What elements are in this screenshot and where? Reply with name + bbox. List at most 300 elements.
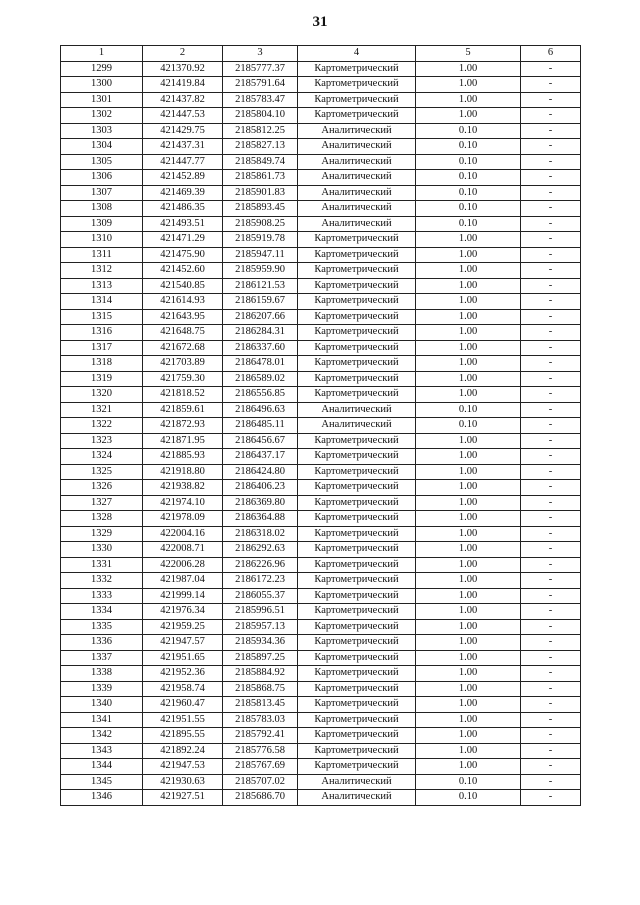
method-cell: Аналитический: [298, 216, 416, 232]
table-row: [61, 464, 581, 480]
table-row: [61, 604, 581, 620]
y-coordinate-cell: 2186159.67: [223, 294, 298, 310]
note-cell: -: [521, 511, 581, 527]
table-row: [61, 650, 581, 666]
method-cell: Картометрический: [298, 433, 416, 449]
note-cell: -: [521, 759, 581, 775]
x-coordinate-cell: 421437.31: [143, 139, 223, 155]
point-number-cell: 1305: [61, 154, 143, 170]
point-number-cell: 1339: [61, 681, 143, 697]
note-cell: -: [521, 666, 581, 682]
point-number-cell: 1303: [61, 123, 143, 139]
y-coordinate-cell: 2185901.83: [223, 185, 298, 201]
y-coordinate-cell: 2185959.90: [223, 263, 298, 279]
point-number-cell: 1322: [61, 418, 143, 434]
method-cell: Картометрический: [298, 449, 416, 465]
method-cell: Аналитический: [298, 790, 416, 806]
note-cell: -: [521, 216, 581, 232]
table-row: [61, 449, 581, 465]
x-coordinate-cell: 421419.84: [143, 77, 223, 93]
accuracy-cell: 1.00: [416, 573, 521, 589]
note-cell: -: [521, 743, 581, 759]
method-cell: Картометрический: [298, 666, 416, 682]
table-row: [61, 356, 581, 372]
method-cell: Картометрический: [298, 697, 416, 713]
point-number-cell: 1341: [61, 712, 143, 728]
table-row: [61, 294, 581, 310]
note-cell: -: [521, 728, 581, 744]
note-cell: -: [521, 154, 581, 170]
method-cell: Картометрический: [298, 92, 416, 108]
accuracy-cell: 1.00: [416, 542, 521, 558]
method-cell: Аналитический: [298, 201, 416, 217]
note-cell: -: [521, 92, 581, 108]
x-coordinate-cell: 421859.61: [143, 402, 223, 418]
point-number-cell: 1330: [61, 542, 143, 558]
note-cell: -: [521, 232, 581, 248]
table-row: [61, 108, 581, 124]
accuracy-cell: 1.00: [416, 356, 521, 372]
method-cell: Картометрический: [298, 480, 416, 496]
note-cell: -: [521, 263, 581, 279]
table-row: [61, 526, 581, 542]
point-number-cell: 1324: [61, 449, 143, 465]
x-coordinate-cell: 421885.93: [143, 449, 223, 465]
accuracy-cell: 1.00: [416, 666, 521, 682]
x-coordinate-cell: 421960.47: [143, 697, 223, 713]
method-cell: Картометрический: [298, 728, 416, 744]
table-row: [61, 681, 581, 697]
point-number-cell: 1343: [61, 743, 143, 759]
x-coordinate-cell: 421672.68: [143, 340, 223, 356]
table-row: [61, 433, 581, 449]
table-row: [61, 139, 581, 155]
point-number-cell: 1325: [61, 464, 143, 480]
y-coordinate-cell: 2186406.23: [223, 480, 298, 496]
accuracy-cell: 1.00: [416, 449, 521, 465]
note-cell: -: [521, 108, 581, 124]
table-row: [61, 371, 581, 387]
x-coordinate-cell: 421486.35: [143, 201, 223, 217]
point-number-cell: 1317: [61, 340, 143, 356]
table-row: [61, 495, 581, 511]
note-cell: -: [521, 495, 581, 511]
method-cell: Картометрический: [298, 356, 416, 372]
column-header-1: 1: [61, 46, 143, 62]
point-number-cell: 1314: [61, 294, 143, 310]
accuracy-cell: 1.00: [416, 340, 521, 356]
table-row: [61, 123, 581, 139]
x-coordinate-cell: 421437.82: [143, 92, 223, 108]
x-coordinate-cell: 421999.14: [143, 588, 223, 604]
x-coordinate-cell: 421895.55: [143, 728, 223, 744]
y-coordinate-cell: 2185996.51: [223, 604, 298, 620]
y-coordinate-cell: 2185947.11: [223, 247, 298, 263]
note-cell: -: [521, 139, 581, 155]
y-coordinate-cell: 2185767.69: [223, 759, 298, 775]
point-number-cell: 1302: [61, 108, 143, 124]
method-cell: Картометрический: [298, 604, 416, 620]
y-coordinate-cell: 2186172.23: [223, 573, 298, 589]
note-cell: -: [521, 464, 581, 480]
y-coordinate-cell: 2185791.64: [223, 77, 298, 93]
method-cell: Картометрический: [298, 650, 416, 666]
y-coordinate-cell: 2186121.53: [223, 278, 298, 294]
accuracy-cell: 1.00: [416, 759, 521, 775]
point-number-cell: 1337: [61, 650, 143, 666]
accuracy-cell: 0.10: [416, 790, 521, 806]
accuracy-cell: 1.00: [416, 309, 521, 325]
table-row: [61, 387, 581, 403]
table-row: [61, 418, 581, 434]
accuracy-cell: 0.10: [416, 154, 521, 170]
table-row: [61, 402, 581, 418]
note-cell: -: [521, 697, 581, 713]
table-row: [61, 666, 581, 682]
x-coordinate-cell: 421872.93: [143, 418, 223, 434]
y-coordinate-cell: 2186226.96: [223, 557, 298, 573]
accuracy-cell: 1.00: [416, 604, 521, 620]
accuracy-cell: 1.00: [416, 526, 521, 542]
accuracy-cell: 1.00: [416, 278, 521, 294]
y-coordinate-cell: 2185868.75: [223, 681, 298, 697]
y-coordinate-cell: 2185919.78: [223, 232, 298, 248]
accuracy-cell: 0.10: [416, 216, 521, 232]
point-number-cell: 1326: [61, 480, 143, 496]
point-number-cell: 1323: [61, 433, 143, 449]
method-cell: Картометрический: [298, 619, 416, 635]
column-header-2: 2: [143, 46, 223, 62]
x-coordinate-cell: 422006.28: [143, 557, 223, 573]
table-row: [61, 247, 581, 263]
x-coordinate-cell: 421370.92: [143, 61, 223, 77]
y-coordinate-cell: 2186478.01: [223, 356, 298, 372]
method-cell: Аналитический: [298, 418, 416, 434]
table-row: [61, 61, 581, 77]
y-coordinate-cell: 2186424.80: [223, 464, 298, 480]
note-cell: -: [521, 604, 581, 620]
point-number-cell: 1312: [61, 263, 143, 279]
note-cell: -: [521, 650, 581, 666]
method-cell: Картометрический: [298, 325, 416, 341]
method-cell: Аналитический: [298, 185, 416, 201]
point-number-cell: 1336: [61, 635, 143, 651]
x-coordinate-cell: 421648.75: [143, 325, 223, 341]
x-coordinate-cell: 421892.24: [143, 743, 223, 759]
table-header-row: [61, 46, 581, 62]
point-number-cell: 1304: [61, 139, 143, 155]
note-cell: -: [521, 371, 581, 387]
y-coordinate-cell: 2185884.92: [223, 666, 298, 682]
accuracy-cell: 1.00: [416, 511, 521, 527]
accuracy-cell: 1.00: [416, 232, 521, 248]
method-cell: Картометрический: [298, 340, 416, 356]
y-coordinate-cell: 2185897.25: [223, 650, 298, 666]
x-coordinate-cell: 421918.80: [143, 464, 223, 480]
accuracy-cell: 0.10: [416, 185, 521, 201]
table-row: [61, 557, 581, 573]
x-coordinate-cell: 421452.89: [143, 170, 223, 186]
coordinates-table: [60, 45, 581, 806]
point-number-cell: 1318: [61, 356, 143, 372]
method-cell: Картометрический: [298, 573, 416, 589]
method-cell: Картометрический: [298, 511, 416, 527]
accuracy-cell: 1.00: [416, 635, 521, 651]
x-coordinate-cell: 421469.39: [143, 185, 223, 201]
method-cell: Картометрический: [298, 681, 416, 697]
note-cell: -: [521, 247, 581, 263]
point-number-cell: 1299: [61, 61, 143, 77]
method-cell: Картометрический: [298, 387, 416, 403]
y-coordinate-cell: 2186207.66: [223, 309, 298, 325]
point-number-cell: 1332: [61, 573, 143, 589]
method-cell: Картометрический: [298, 495, 416, 511]
note-cell: -: [521, 185, 581, 201]
point-number-cell: 1320: [61, 387, 143, 403]
method-cell: Картометрический: [298, 294, 416, 310]
accuracy-cell: 0.10: [416, 201, 521, 217]
note-cell: -: [521, 278, 581, 294]
table-row: [61, 154, 581, 170]
x-coordinate-cell: 421987.04: [143, 573, 223, 589]
point-number-cell: 1307: [61, 185, 143, 201]
y-coordinate-cell: 2186589.02: [223, 371, 298, 387]
method-cell: Картометрический: [298, 743, 416, 759]
table-row: [61, 77, 581, 93]
accuracy-cell: 1.00: [416, 294, 521, 310]
point-number-cell: 1334: [61, 604, 143, 620]
accuracy-cell: 1.00: [416, 325, 521, 341]
accuracy-cell: 1.00: [416, 480, 521, 496]
table-row: [61, 92, 581, 108]
note-cell: -: [521, 325, 581, 341]
page-number: 31: [312, 14, 328, 30]
y-coordinate-cell: 2186292.63: [223, 542, 298, 558]
x-coordinate-cell: 421871.95: [143, 433, 223, 449]
x-coordinate-cell: 421947.53: [143, 759, 223, 775]
note-cell: -: [521, 480, 581, 496]
y-coordinate-cell: 2185893.45: [223, 201, 298, 217]
x-coordinate-cell: 421759.30: [143, 371, 223, 387]
table-row: [61, 263, 581, 279]
table-row: [61, 201, 581, 217]
x-coordinate-cell: 421976.34: [143, 604, 223, 620]
note-cell: -: [521, 635, 581, 651]
note-cell: -: [521, 526, 581, 542]
y-coordinate-cell: 2186337.60: [223, 340, 298, 356]
accuracy-cell: 1.00: [416, 263, 521, 279]
accuracy-cell: 1.00: [416, 464, 521, 480]
y-coordinate-cell: 2185783.47: [223, 92, 298, 108]
method-cell: Аналитический: [298, 170, 416, 186]
point-number-cell: 1342: [61, 728, 143, 744]
accuracy-cell: 1.00: [416, 61, 521, 77]
note-cell: -: [521, 294, 581, 310]
point-number-cell: 1331: [61, 557, 143, 573]
y-coordinate-cell: 2185804.10: [223, 108, 298, 124]
note-cell: -: [521, 619, 581, 635]
point-number-cell: 1340: [61, 697, 143, 713]
column-header-3: 3: [223, 46, 298, 62]
note-cell: -: [521, 790, 581, 806]
point-number-cell: 1300: [61, 77, 143, 93]
x-coordinate-cell: 421540.85: [143, 278, 223, 294]
table-row: [61, 712, 581, 728]
point-number-cell: 1328: [61, 511, 143, 527]
column-header-5: 5: [416, 46, 521, 62]
point-number-cell: 1310: [61, 232, 143, 248]
y-coordinate-cell: 2185686.70: [223, 790, 298, 806]
table-row: [61, 278, 581, 294]
y-coordinate-cell: 2186055.37: [223, 588, 298, 604]
point-number-cell: 1338: [61, 666, 143, 682]
note-cell: -: [521, 61, 581, 77]
note-cell: -: [521, 449, 581, 465]
point-number-cell: 1311: [61, 247, 143, 263]
x-coordinate-cell: 421447.77: [143, 154, 223, 170]
method-cell: Картометрический: [298, 588, 416, 604]
accuracy-cell: 1.00: [416, 371, 521, 387]
note-cell: -: [521, 402, 581, 418]
method-cell: Аналитический: [298, 123, 416, 139]
table-row: [61, 728, 581, 744]
note-cell: -: [521, 433, 581, 449]
note-cell: -: [521, 542, 581, 558]
x-coordinate-cell: 421614.93: [143, 294, 223, 310]
accuracy-cell: 1.00: [416, 619, 521, 635]
accuracy-cell: 0.10: [416, 123, 521, 139]
x-coordinate-cell: 422004.16: [143, 526, 223, 542]
x-coordinate-cell: 421447.53: [143, 108, 223, 124]
note-cell: -: [521, 573, 581, 589]
accuracy-cell: 1.00: [416, 681, 521, 697]
note-cell: -: [521, 418, 581, 434]
y-coordinate-cell: 2185776.58: [223, 743, 298, 759]
accuracy-cell: 1.00: [416, 77, 521, 93]
accuracy-cell: 0.10: [416, 402, 521, 418]
table-row: [61, 185, 581, 201]
table-row: [61, 759, 581, 775]
note-cell: -: [521, 201, 581, 217]
y-coordinate-cell: 2185813.45: [223, 697, 298, 713]
accuracy-cell: 0.10: [416, 139, 521, 155]
y-coordinate-cell: 2186485.11: [223, 418, 298, 434]
point-number-cell: 1306: [61, 170, 143, 186]
table-row: [61, 216, 581, 232]
method-cell: Картометрический: [298, 232, 416, 248]
method-cell: Картометрический: [298, 61, 416, 77]
table-row: [61, 340, 581, 356]
point-number-cell: 1333: [61, 588, 143, 604]
y-coordinate-cell: 2185849.74: [223, 154, 298, 170]
accuracy-cell: 1.00: [416, 92, 521, 108]
table-row: [61, 635, 581, 651]
y-coordinate-cell: 2186496.63: [223, 402, 298, 418]
note-cell: -: [521, 712, 581, 728]
y-coordinate-cell: 2186556.85: [223, 387, 298, 403]
note-cell: -: [521, 356, 581, 372]
table-row: [61, 170, 581, 186]
y-coordinate-cell: 2185934.36: [223, 635, 298, 651]
note-cell: -: [521, 340, 581, 356]
method-cell: Картометрический: [298, 712, 416, 728]
accuracy-cell: 1.00: [416, 433, 521, 449]
column-header-6: 6: [521, 46, 581, 62]
table-row: [61, 573, 581, 589]
accuracy-cell: 1.00: [416, 588, 521, 604]
y-coordinate-cell: 2185792.41: [223, 728, 298, 744]
method-cell: Аналитический: [298, 774, 416, 790]
method-cell: Картометрический: [298, 759, 416, 775]
method-cell: Аналитический: [298, 402, 416, 418]
table-row: [61, 588, 581, 604]
point-number-cell: 1315: [61, 309, 143, 325]
note-cell: -: [521, 681, 581, 697]
method-cell: Картометрический: [298, 464, 416, 480]
x-coordinate-cell: 421429.75: [143, 123, 223, 139]
point-number-cell: 1321: [61, 402, 143, 418]
method-cell: Картометрический: [298, 371, 416, 387]
table-row: [61, 697, 581, 713]
point-number-cell: 1316: [61, 325, 143, 341]
accuracy-cell: 0.10: [416, 774, 521, 790]
y-coordinate-cell: 2185908.25: [223, 216, 298, 232]
column-header-4: 4: [298, 46, 416, 62]
accuracy-cell: 1.00: [416, 495, 521, 511]
table-row: [61, 619, 581, 635]
table-row: [61, 309, 581, 325]
x-coordinate-cell: 421452.60: [143, 263, 223, 279]
point-number-cell: 1301: [61, 92, 143, 108]
note-cell: -: [521, 557, 581, 573]
table-row: [61, 790, 581, 806]
method-cell: Картометрический: [298, 108, 416, 124]
point-number-cell: 1335: [61, 619, 143, 635]
y-coordinate-cell: 2185812.25: [223, 123, 298, 139]
x-coordinate-cell: 421978.09: [143, 511, 223, 527]
accuracy-cell: 1.00: [416, 743, 521, 759]
method-cell: Картометрический: [298, 557, 416, 573]
x-coordinate-cell: 421471.29: [143, 232, 223, 248]
x-coordinate-cell: 421959.25: [143, 619, 223, 635]
x-coordinate-cell: 422008.71: [143, 542, 223, 558]
method-cell: Аналитический: [298, 139, 416, 155]
y-coordinate-cell: 2185861.73: [223, 170, 298, 186]
x-coordinate-cell: 421818.52: [143, 387, 223, 403]
accuracy-cell: 1.00: [416, 557, 521, 573]
point-number-cell: 1327: [61, 495, 143, 511]
method-cell: Картометрический: [298, 247, 416, 263]
accuracy-cell: 1.00: [416, 712, 521, 728]
method-cell: Картометрический: [298, 542, 416, 558]
method-cell: Картометрический: [298, 278, 416, 294]
accuracy-cell: 1.00: [416, 728, 521, 744]
accuracy-cell: 0.10: [416, 418, 521, 434]
table-row: [61, 480, 581, 496]
y-coordinate-cell: 2185957.13: [223, 619, 298, 635]
y-coordinate-cell: 2185783.03: [223, 712, 298, 728]
x-coordinate-cell: 421938.82: [143, 480, 223, 496]
x-coordinate-cell: 421930.63: [143, 774, 223, 790]
y-coordinate-cell: 2186318.02: [223, 526, 298, 542]
accuracy-cell: 1.00: [416, 108, 521, 124]
method-cell: Картометрический: [298, 309, 416, 325]
method-cell: Картометрический: [298, 263, 416, 279]
x-coordinate-cell: 421475.90: [143, 247, 223, 263]
point-number-cell: 1344: [61, 759, 143, 775]
note-cell: -: [521, 309, 581, 325]
point-number-cell: 1346: [61, 790, 143, 806]
